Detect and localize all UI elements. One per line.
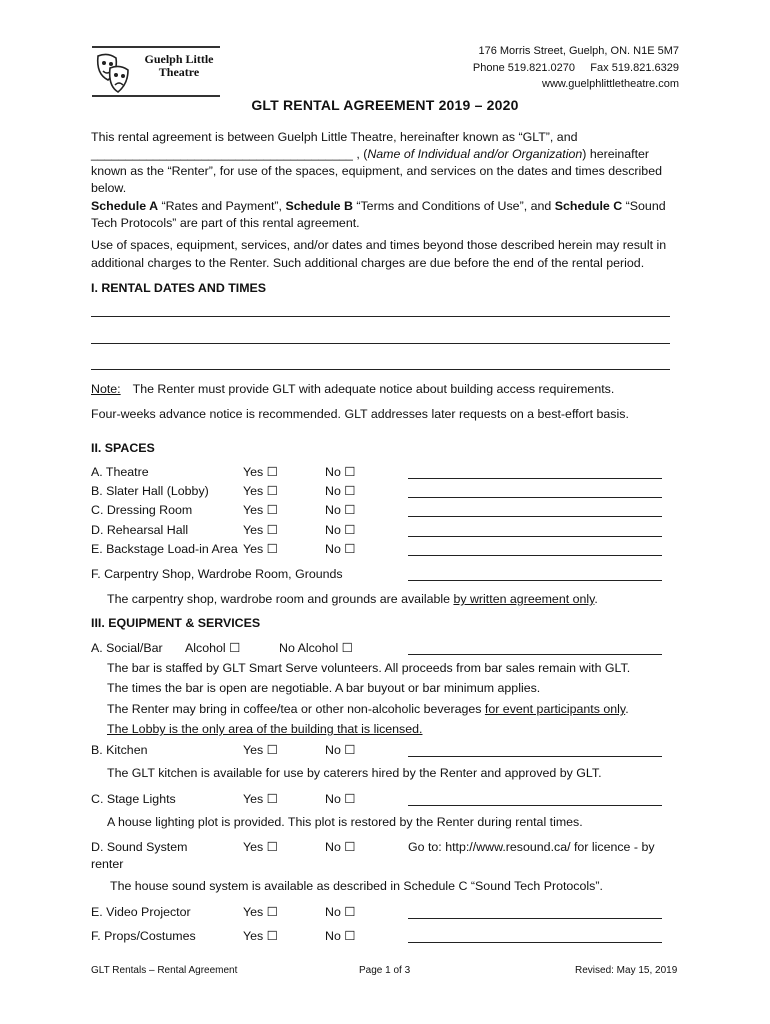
space-theatre-line[interactable] bbox=[408, 478, 662, 479]
intro-line-4: below. bbox=[91, 181, 127, 195]
sound-renter-text: renter bbox=[91, 857, 124, 871]
bar-note-3: The Renter may bring in coffee/tea or other non-alcoholic beverages for event participants only. bbox=[107, 702, 629, 716]
bar-note-4: The Lobby is the only area of the building that is licensed. bbox=[107, 722, 423, 736]
sound-system-note: The house sound system is available as described in Schedule C “Sound Tech Protocols”. bbox=[110, 879, 603, 893]
section-3-heading: III. EQUIPMENT & SERVICES bbox=[91, 616, 261, 630]
social-bar-label: A. Social/Bar bbox=[91, 641, 163, 655]
kitchen-label: B. Kitchen bbox=[91, 743, 148, 757]
video-projector-yes-checkbox[interactable]: Yes ☐ bbox=[243, 905, 278, 919]
intro-line-1: This rental agreement is between Guelph Little Theatre, hereinafter known as “GLT”, and bbox=[91, 130, 578, 144]
stage-lights-line[interactable] bbox=[408, 805, 662, 806]
section-1-heading: I. RENTAL DATES AND TIMES bbox=[91, 281, 267, 295]
theatre-masks-icon bbox=[98, 54, 128, 92]
sound-system-label: D. Sound System bbox=[91, 840, 188, 854]
props-costumes-yes-checkbox[interactable]: Yes ☐ bbox=[243, 929, 278, 943]
sound-system-no-checkbox[interactable]: No ☐ bbox=[325, 840, 356, 854]
bar-note-1: The bar is staffed by GLT Smart Serve volunteers. All proceeds from bar sales remain with GLT. bbox=[107, 661, 631, 675]
space-dressing-room-no-checkbox[interactable]: No ☐ bbox=[325, 503, 356, 517]
space-rehearsal-hall-line[interactable] bbox=[408, 536, 662, 537]
space-carpentry-label: F. Carpentry Shop, Wardrobe Room, Grounds bbox=[91, 567, 343, 581]
space-slater-hall-no-checkbox[interactable]: No ☐ bbox=[325, 484, 356, 498]
section-2-heading: II. SPACES bbox=[91, 441, 155, 455]
stage-lights-note: A house lighting plot is provided. This plot is restored by the Renter during rental times. bbox=[107, 815, 583, 829]
space-slater-hall-label: B. Slater Hall (Lobby) bbox=[91, 484, 209, 498]
space-theatre-yes-checkbox[interactable]: Yes ☐ bbox=[243, 465, 278, 479]
address: 176 Morris Street, Guelph, ON. N1E 5M7 bbox=[478, 45, 679, 57]
video-projector-no-checkbox[interactable]: No ☐ bbox=[325, 905, 356, 919]
note-line: Note: The Renter must provide GLT with adequate notice about building access requirements. bbox=[91, 382, 615, 396]
space-dressing-room-label: C. Dressing Room bbox=[91, 503, 193, 517]
intro-line-6: Tech Protocols” are part of this rental agreement. bbox=[91, 216, 360, 230]
space-slater-hall-yes-checkbox[interactable]: Yes ☐ bbox=[243, 484, 278, 498]
renter-name-blank[interactable]: ______________________________________ bbox=[91, 147, 353, 161]
space-dressing-room-yes-checkbox[interactable]: Yes ☐ bbox=[243, 503, 278, 517]
social-bar-line[interactable] bbox=[408, 654, 662, 655]
space-rehearsal-hall-no-checkbox[interactable]: No ☐ bbox=[325, 523, 356, 537]
no-alcohol-checkbox[interactable]: No Alcohol ☐ bbox=[279, 641, 353, 655]
space-backstage-line[interactable] bbox=[408, 555, 662, 556]
props-costumes-label: F. Props/Costumes bbox=[91, 929, 196, 943]
space-slater-hall-line[interactable] bbox=[408, 497, 662, 498]
kitchen-no-checkbox[interactable]: No ☐ bbox=[325, 743, 356, 757]
intro-line-7: Use of spaces, equipment, services, and/or dates and times beyond those described herein may result in bbox=[91, 238, 667, 252]
video-projector-label: E. Video Projector bbox=[91, 905, 191, 919]
props-costumes-no-checkbox[interactable]: No ☐ bbox=[325, 929, 356, 943]
video-projector-line[interactable] bbox=[408, 918, 662, 919]
kitchen-line[interactable] bbox=[408, 756, 662, 757]
space-theatre-label: A. Theatre bbox=[91, 465, 149, 479]
space-rehearsal-hall-yes-checkbox[interactable]: Yes ☐ bbox=[243, 523, 278, 537]
dates-line-3[interactable] bbox=[91, 369, 670, 370]
dates-line-1[interactable] bbox=[91, 316, 670, 317]
space-backstage-label: E. Backstage Load-in Area bbox=[91, 542, 238, 556]
sound-system-yes-checkbox[interactable]: Yes ☐ bbox=[243, 840, 278, 854]
intro-line-8: additional charges to the Renter. Such additional charges are due before the end of the rental period. bbox=[91, 256, 645, 270]
phone-fax: Phone 519.821.0270 Fax 519.821.6329 bbox=[472, 62, 679, 74]
footer-revised: Revised: May 15, 2019 bbox=[575, 965, 678, 976]
page-title: GLT RENTAL AGREEMENT 2019 – 2020 bbox=[251, 97, 519, 113]
dates-line-2[interactable] bbox=[91, 343, 670, 344]
schedules-line: Schedule A “Rates and Payment”, Schedule B “Terms and Conditions of Use”, and Schedule C “Sound bbox=[91, 199, 666, 213]
kitchen-note: The GLT kitchen is available for use by caterers hired by the Renter and approved by GLT. bbox=[107, 766, 602, 780]
stage-lights-yes-checkbox[interactable]: Yes ☐ bbox=[243, 792, 278, 806]
space-backstage-no-checkbox[interactable]: No ☐ bbox=[325, 542, 356, 556]
footer-left: GLT Rentals – Rental Agreement bbox=[91, 965, 238, 976]
stage-lights-label: C. Stage Lights bbox=[91, 792, 176, 806]
space-rehearsal-hall-label: D. Rehearsal Hall bbox=[91, 523, 189, 537]
bar-note-2: The times the bar is open are negotiable. A bar buyout or bar minimum applies. bbox=[107, 681, 541, 695]
logo-name: Guelph Little Theatre bbox=[144, 52, 214, 79]
props-costumes-line[interactable] bbox=[408, 942, 662, 943]
stage-lights-no-checkbox[interactable]: No ☐ bbox=[325, 792, 356, 806]
website-link[interactable]: www.guelphlittletheatre.com bbox=[542, 78, 679, 90]
intro-line-2: ______________________________________ , (Name of Individual and/or Organization) hereinafter bbox=[91, 147, 650, 161]
note-line-2: Four-weeks advance notice is recommended. GLT addresses later requests on a best-effort basis. bbox=[91, 407, 629, 421]
carpentry-note: The carpentry shop, wardrobe room and grounds are available by written agreement only. bbox=[107, 592, 598, 606]
alcohol-checkbox[interactable]: Alcohol ☐ bbox=[185, 641, 241, 655]
footer-page-number: Page 1 of 3 bbox=[359, 965, 411, 976]
space-theatre-no-checkbox[interactable]: No ☐ bbox=[325, 465, 356, 479]
resound-link[interactable]: Go to: http://www.resound.ca/ for licence - by bbox=[408, 840, 655, 854]
space-backstage-yes-checkbox[interactable]: Yes ☐ bbox=[243, 542, 278, 556]
intro-line-3: known as the “Renter”, for use of the spaces, equipment, and services on the dates and times described bbox=[91, 164, 662, 178]
space-carpentry-line[interactable] bbox=[408, 580, 662, 581]
space-dressing-room-line[interactable] bbox=[408, 516, 662, 517]
kitchen-yes-checkbox[interactable]: Yes ☐ bbox=[243, 743, 278, 757]
